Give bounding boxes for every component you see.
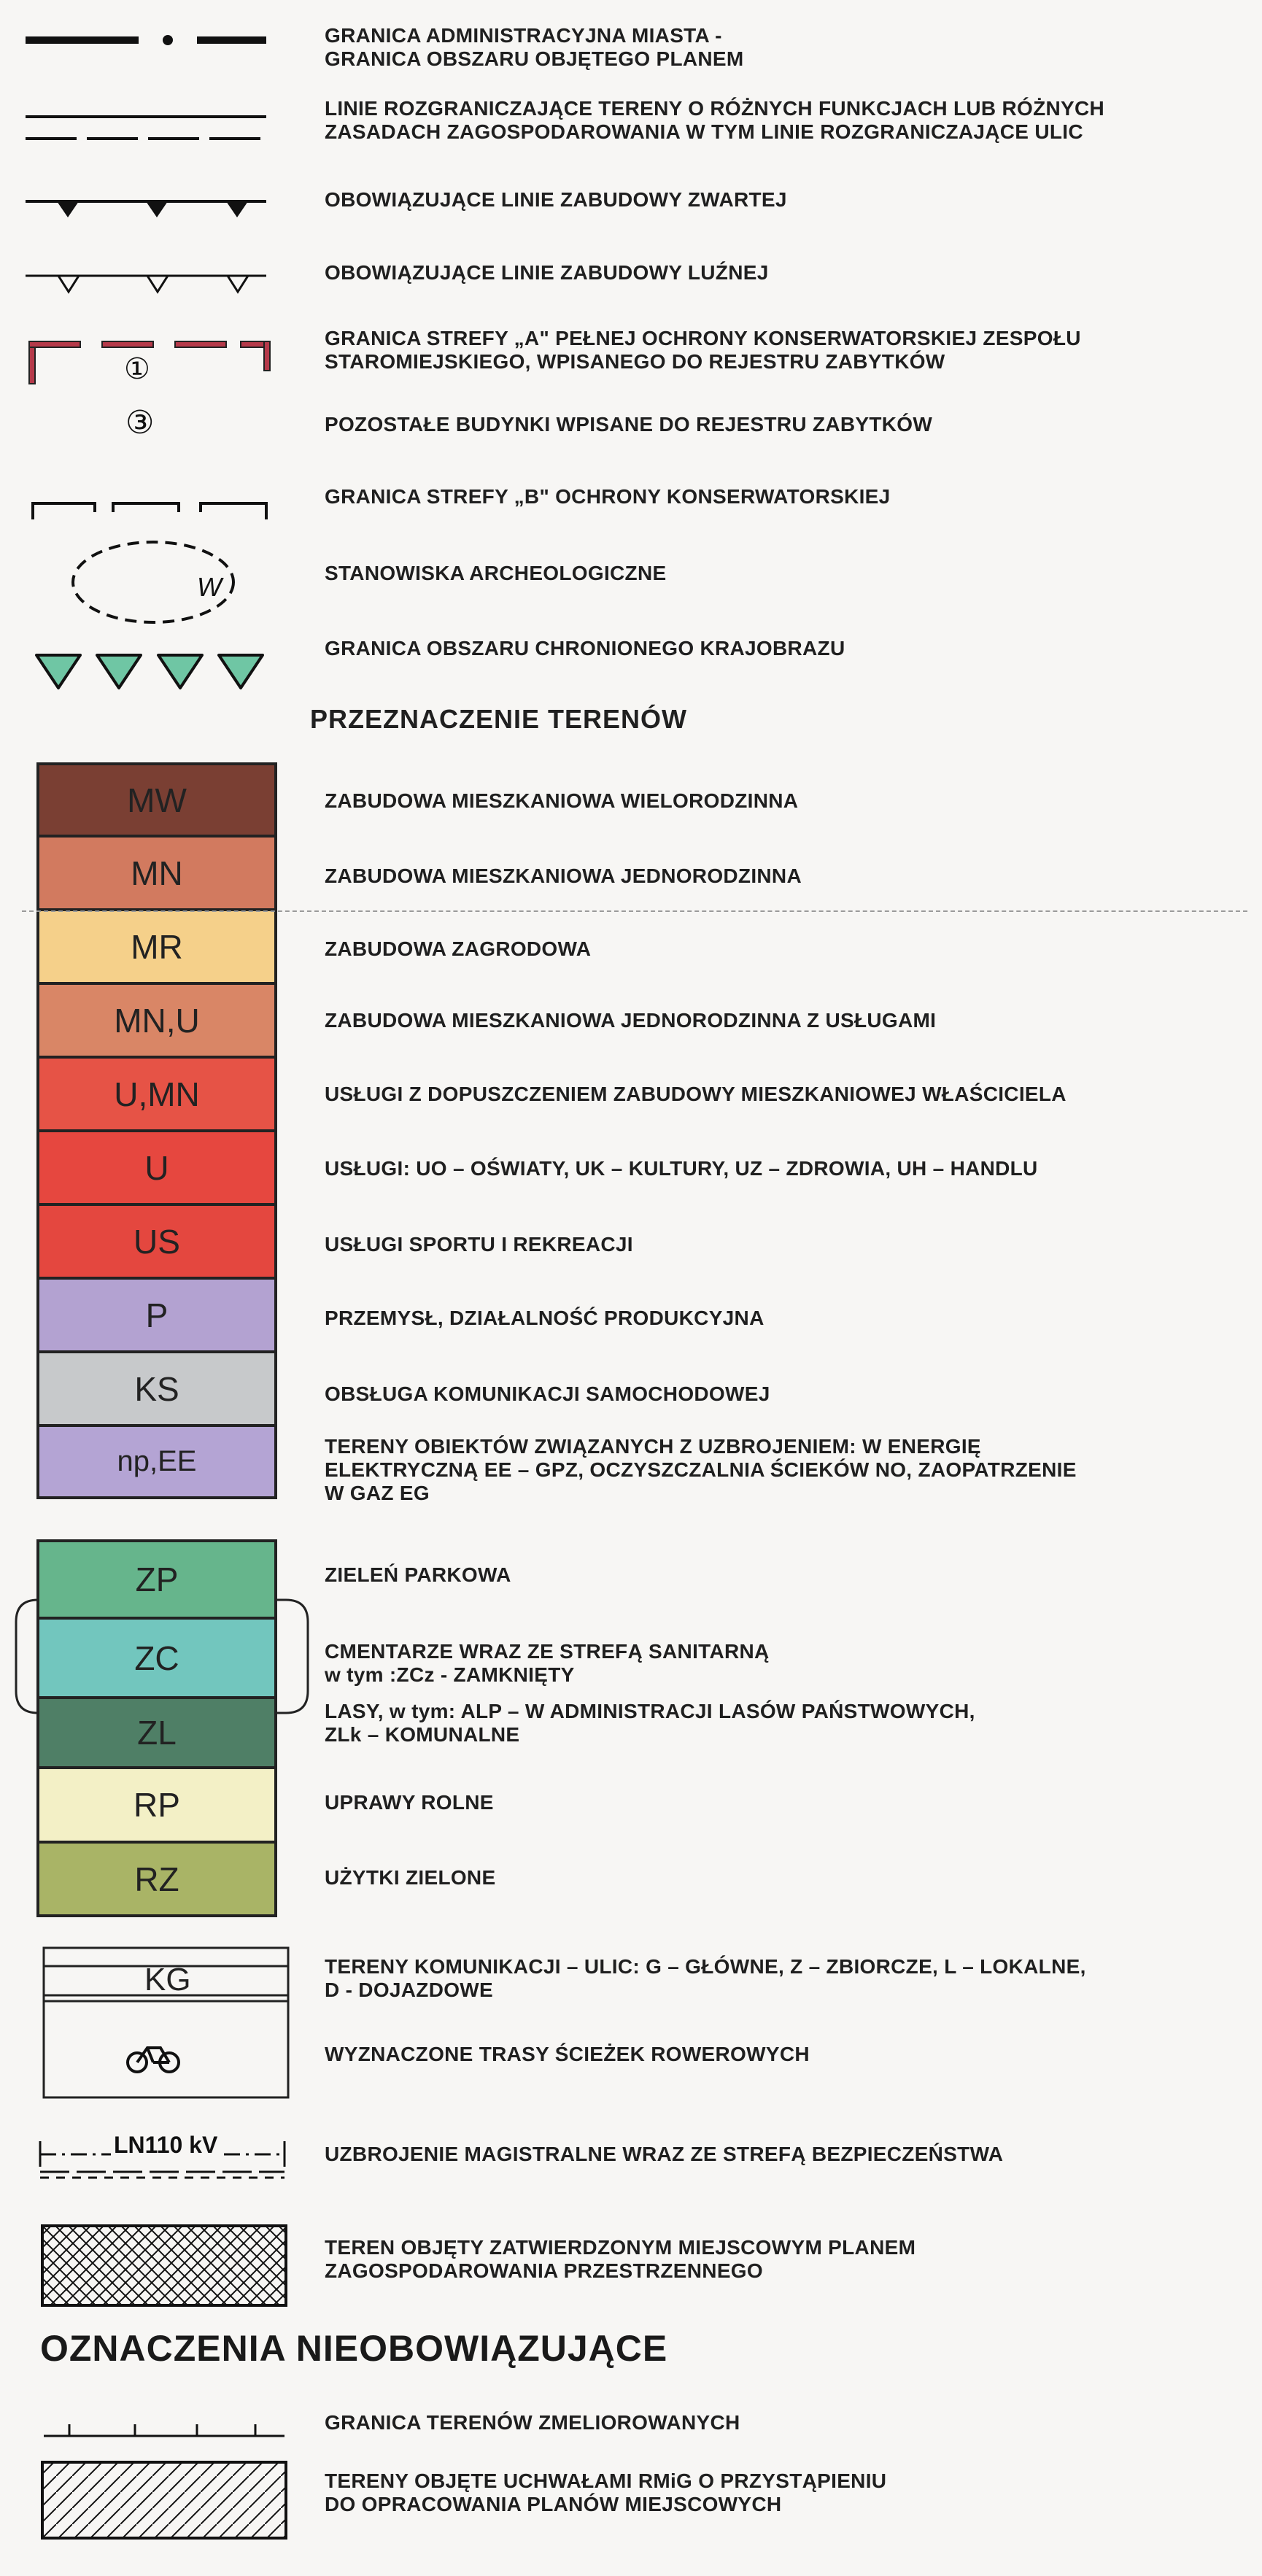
green-use-label-rz: UŻYTKI ZIELONE [325,1866,496,1889]
land-use-label-np-ee: TERENY OBIEKTÓW ZWIĄZANYCH Z UZBROJENIEM: W ENERGIĘ ELEKTRYCZNĄ EE – GPZ, OCZYSZCZALNIA ŚCIEKÓW NO, ZAOPATRZENIE W GAZ EG [325,1435,1077,1504]
land-use-label-mnu: ZABUDOWA MIESZKANIOWA JEDNORODZINNA Z USŁUGAMI [325,1009,937,1032]
land-use-label-p: PRZEMYSŁ, DZIAŁALNOŚĆ PRODUKCYJNA [325,1307,764,1329]
dense-building-lines-label: OBOWIĄZUJĄCE LINIE ZABUDOWY ZWARTEJ [325,188,787,211]
land-use-label-mn: ZABUDOWA MIESZKANIOWA JEDNORODZINNA [325,865,802,887]
land-use-box-1 [36,836,277,910]
dense-building-lines-symbol [22,196,270,225]
protected-landscape-symbol [33,651,281,692]
registered-buildings-marker: ③ [125,405,155,441]
land-use-label-ks: OBSŁUGA KOMUNIKACJI SAMOCHODOWEJ [325,1382,770,1405]
green-use-code: ZP [135,1560,179,1598]
separating-lines-label: LINIE ROZGRANICZAJĄCE TERENY O RÓŻNYCH FUNKCJACH LUB RÓŻNYCH ZASADACH ZAGOSPODAROWANIA W TYM LINIE ROZGRANICZAJĄCE ULIC [325,97,1105,143]
green-use-code: RZ [134,1860,179,1898]
bike-routes-label: WYZNACZONE TRASY ŚCIEŻEK ROWEROWYCH [325,2043,810,2065]
green-use-box-2 [36,1698,277,1768]
drained-land-label: GRANICA TERENÓW ZMELIOROWANYCH [325,2411,740,2434]
green-use-box-3 [36,1768,277,1842]
land-use-code: MN,U [114,1001,200,1040]
power-line-code: LN110 kV [111,2132,220,2159]
land-use-label-mr: ZABUDOWA ZAGRODOWA [325,937,592,960]
zone-a-label: GRANICA STREFY „A" PEŁNEJ OCHRONY KONSERWATORSKIEJ ZESPOŁU STAROMIEJSKIEGO, WPISANEGO DO REJESTRU ZABYTKÓW [325,327,1081,373]
green-use-box-0 [36,1539,277,1618]
land-use-code: MR [131,927,183,966]
land-use-code: P [145,1296,169,1334]
non-binding-heading: OZNACZENIA NIEOBOWIĄZUJĄCE [40,2328,668,2369]
land-use-heading: PRZEZNACZENIE TERENÓW [310,704,688,734]
green-use-box-1 [36,1618,277,1698]
land-use-box-3 [36,983,277,1057]
green-use-label-rp: UPRAWY ROLNE [325,1791,494,1814]
separating-lines-symbol [22,109,270,146]
land-use-code: U [144,1148,169,1187]
green-use-label-zc: CMENTARZE WRAZ ZE STREFĄ SANITARNĄ w tym :ZCz - ZAMKNIĘTY [325,1640,770,1686]
land-use-label-us: USŁUGI SPORTU I REKREACJI [325,1233,633,1256]
green-use-label-zp: ZIELEŃ PARKOWA [325,1563,511,1586]
land-use-box-6 [36,1204,277,1278]
zone-b-label: GRANICA STREFY „B" OCHRONY KONSERWATORSKIEJ [325,485,891,508]
city-boundary-label: GRANICA ADMINISTRACYJNA MIASTA - GRANICA OBSZARU OBJĘTEGO PLANEM [325,24,744,70]
land-use-box-2 [36,910,277,983]
green-use-box-4 [36,1842,277,1917]
land-use-code: US [133,1222,180,1261]
scan-seam-line [22,910,1247,912]
land-use-box-4 [36,1057,277,1131]
zone-b-symbol [22,496,277,525]
registered-buildings-label: POZOSTAŁE BUDYNKI WPISANE DO REJESTRU ZABYTKÓW [325,413,933,436]
drained-land-symbol [40,2418,288,2440]
green-use-code: ZC [134,1639,179,1677]
land-use-code: U,MN [114,1075,200,1113]
land-use-box-9 [36,1426,277,1499]
land-use-box-5 [36,1131,277,1204]
roads-label: TERENY KOMUNIKACJI – ULIC: G – GŁÓWNE, Z – ZBIORCZE, L – LOKALNE, D - DOJAZDOWE [325,1955,1086,2001]
green-use-label-zl: LASY, w tym: ALP – W ADMINISTRACJI LASÓW PAŃSTWOWYCH, ZLk – KOMUNALNE [325,1700,975,1746]
land-use-code: KS [134,1369,179,1408]
land-use-code: MN [131,854,183,892]
loose-building-lines-symbol [22,270,270,299]
land-use-box-7 [36,1278,277,1352]
land-use-code: np,EE [117,1445,197,1477]
resolutions-symbol [40,2460,288,2540]
road-code: KG [144,1962,191,1997]
land-use-box-8 [36,1352,277,1426]
resolutions-label: TERENY OBJĘTE UCHWAŁAMI RMiG O PRZYSTĄPIENIU DO OPRACOWANIA PLANÓW MIEJSCOWYCH [325,2469,887,2515]
land-use-label-umn: USŁUGI Z DOPUSZCZENIEM ZABUDOWY MIESZKANIOWEJ WŁAŚCICIELA [325,1083,1066,1105]
green-use-code: ZL [137,1714,177,1752]
zone-a-marker: ① [124,353,150,385]
power-line-label: UZBROJENIE MAGISTRALNE WRAZ ZE STREFĄ BEZPIECZEŃSTWA [325,2143,1004,2165]
protected-landscape-label: GRANICA OBSZARU CHRONIONEGO KRAJOBRAZU [325,637,845,660]
city-boundary-symbol [22,29,270,51]
archaeological-sites-label: STANOWISKA ARCHEOLOGICZNE [325,562,667,584]
land-use-label-u: USŁUGI: UO – OŚWIATY, UK – KULTURY, UZ – ZDROWIA, UH – HANDLU [325,1157,1038,1180]
land-use-box-0 [36,762,277,836]
approved-plan-symbol [40,2224,288,2308]
bicycle-icon [124,2039,182,2076]
approved-plan-label: TEREN OBJĘTY ZATWIERDZONYM MIEJSCOWYM PLANEM ZAGOSPODAROWANIA PRZESTRZENNEGO [325,2236,916,2282]
land-use-label-mw: ZABUDOWA MIESZKANIOWA WIELORODZINNA [325,789,799,812]
land-use-code: MW [127,781,187,819]
green-use-code: RP [133,1786,180,1824]
loose-building-lines-label: OBOWIĄZUJĄCE LINIE ZABUDOWY LUŹNEJ [325,261,769,284]
archaeological-site-marker: W [197,572,222,602]
